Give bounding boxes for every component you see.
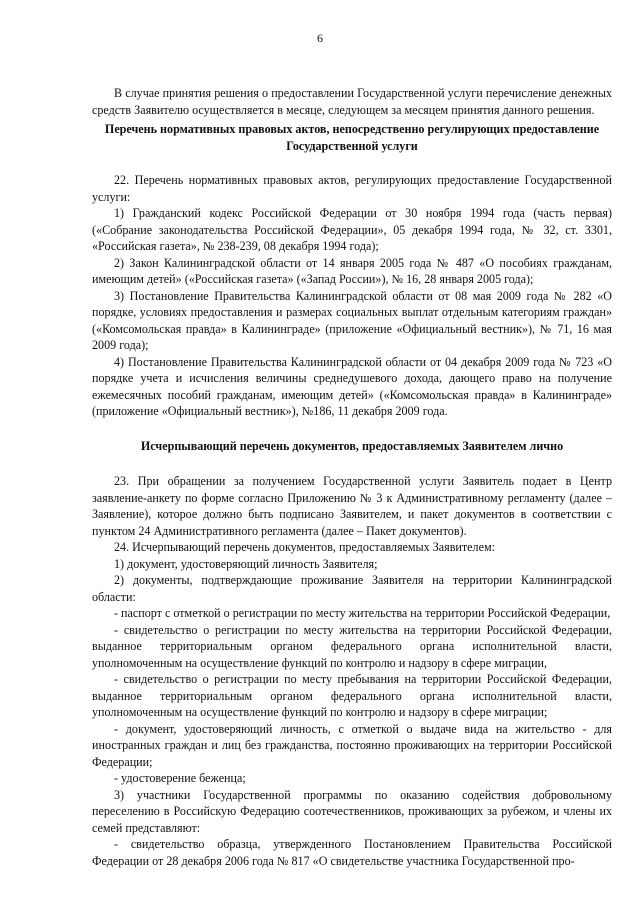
document-subitem-residence-permit: - документ, удостоверяющий личность, с отметкой о выдаче вида на жительство - для иностранных граждан и лиц без гражданства, постоянно проживающих на территории Российской Федерации; [92, 721, 612, 769]
legal-act-3: 3) Постановление Правительства Калининградской области от 08 мая 2009 года № 282 «О порядке, условиях предоставления и размерах социальных выплат отдельным категориям граждан» («Комсомольская правда» в Калининграде» (приложение «Официальный вестник»), № 71, 16 мая 2009 года); [92, 288, 612, 352]
document-item-2: 2) документы, подтверждающие проживание Заявителя на территории Калининградской области: [92, 573, 612, 604]
document-subitem-passport: - паспорт с отметкой о регистрации по месту жительства на территории Российской Федерации, [114, 606, 611, 620]
document-subitem-refugee-certificate: - удостоверение беженца; [114, 771, 246, 785]
paragraph-23: 23. При обращении за получением Государственной услуги Заявитель подает в Центр заявление-анкету по форме согласно Приложению № 3 к Административному регламенту (далее – Заявление), которое должно быть подписано Заявителем, и пакет документов в соответствии с пунктом 24 Административного регламента (далее – Пакет документов). [92, 474, 612, 538]
paragraph-22: 22. Перечень нормативных правовых актов, регулирующих предоставление Государственной услуги: [92, 173, 612, 204]
document-subitem-stay-registration: - свидетельство о регистрации по месту пребывания на территории Российской Федерации, выданное территориальным органом федерального органа исполнительной власти, уполномоченным на осуществление функций по контролю и надзору в сфере миграции; [92, 672, 612, 719]
document-body [92, 85, 612, 869]
intro-paragraph: В случае принятия решения о предоставлении Государственной услуги перечисление денежных средств Заявителю осуществляется в месяце, следующем за месяцем принятия данного решения. [92, 86, 612, 117]
document-subitem-residence-registration: - свидетельство о регистрации по месту жительства на территории Российской Федерации, выданное территориальным органом федерального органа исполнительной власти, уполномоченным на осуществление функций по контролю и надзору в сфере миграции, [92, 622, 612, 670]
legal-act-4: 4) Постановление Правительства Калининградской области от 04 декабря 2009 года № 723 «О порядке учета и исчисления величины среднедушевого дохода, дающего право на получение ежемесячных пособий гражданам, имеющим детей» («Комсомольская правда» в Калининграде» (приложение «Официальный вестник»), №186, 11 декабря 2009 года. [92, 354, 612, 418]
section-heading-documents: Исчерпывающий перечень документов, предоставляемых Заявителем лично [140, 438, 564, 453]
document-subitem-program-certificate: - свидетельство образца, утвержденного Постановлением Правительства Российской Федерации от 28 декабря 2006 года № 817 «О свидетельстве участника Государственной про- [92, 837, 612, 868]
page-number: 6 [317, 31, 323, 45]
document-item-1: 1) документ, удостоверяющий личность Заявителя; [114, 556, 378, 571]
section-heading-legal-acts: Перечень нормативных правовых актов, непосредственно регулирующих предоставление Государственной услуги [104, 122, 600, 153]
document-item-3: 3) участники Государственной программы по оказанию содействия добровольному переселению в Российскую Федерацию соотечественников, проживающих за рубежом, и члены их семей представляют: [92, 787, 612, 835]
legal-act-2: 2) Закон Калининградской области от 14 января 2005 года № 487 «О пособиях гражданам, имеющим детей» («Российская газета» («Запад России»), № 16, 28 января 2005 года); [92, 255, 612, 286]
paragraph-24: 24. Исчерпывающий перечень документов, предоставляемых Заявителем: [114, 540, 495, 554]
legal-act-1: 1) Гражданский кодекс Российской Федерации от 30 ноября 1994 года (часть первая) («Собрание законодательства Российской Федерации», 05 декабря 1994 года, № 32, ст. 3301, «Российская газета», № 238-239, 08 декабря 1994 года); [92, 206, 612, 253]
